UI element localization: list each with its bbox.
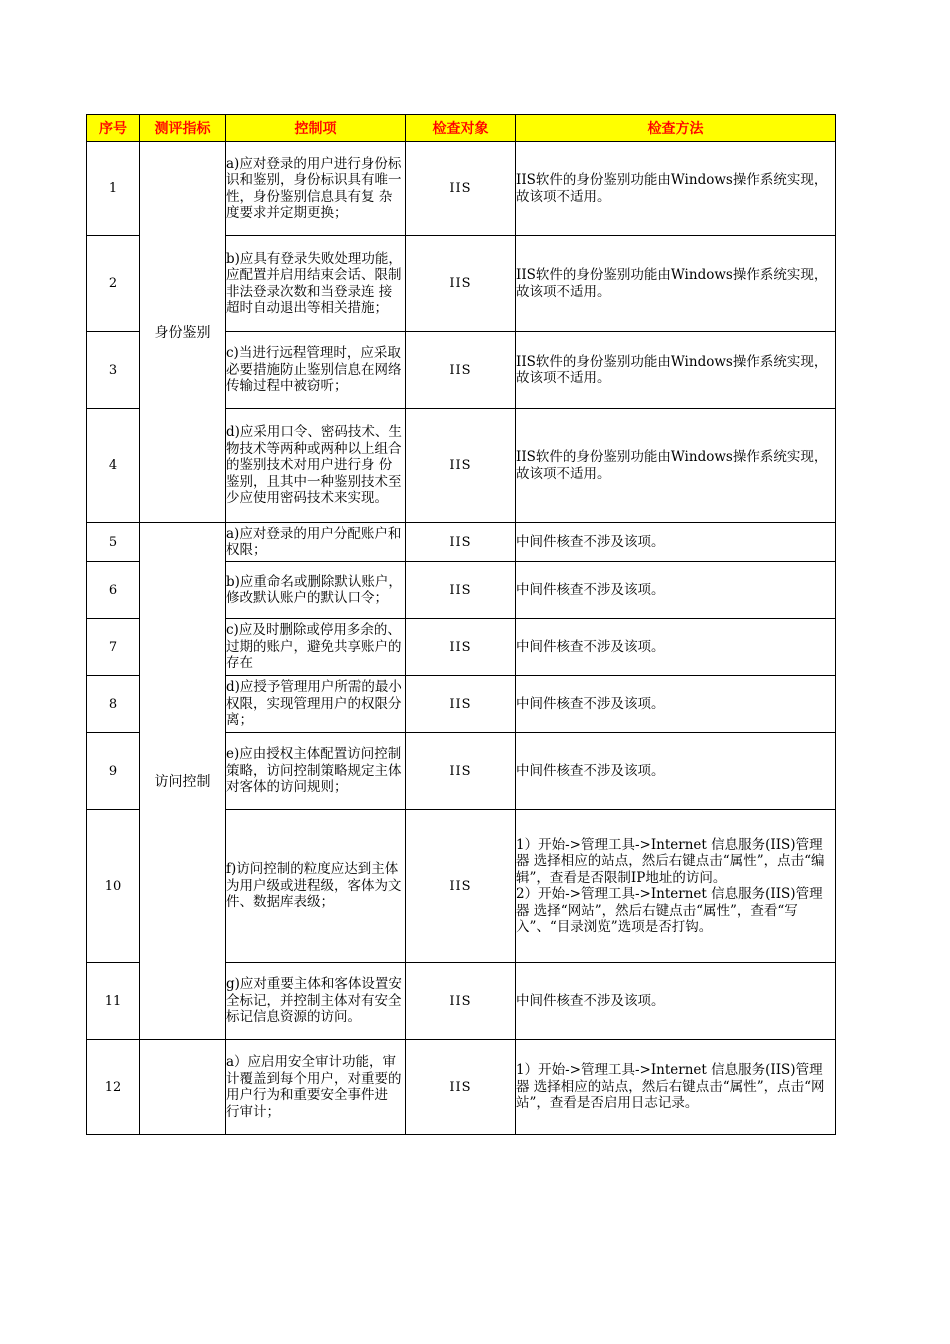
check-object: IIS bbox=[406, 523, 516, 562]
check-method: 中间件核查不涉及该项。 bbox=[516, 523, 836, 562]
category-blank bbox=[140, 1040, 226, 1135]
check-object: IIS bbox=[406, 963, 516, 1040]
header-item: 控制项 bbox=[226, 115, 406, 142]
check-object: IIS bbox=[406, 409, 516, 523]
check-method: 中间件核查不涉及该项。 bbox=[516, 733, 836, 810]
row-number: 4 bbox=[87, 409, 140, 523]
check-object: IIS bbox=[406, 676, 516, 733]
row-number: 8 bbox=[87, 676, 140, 733]
check-object: IIS bbox=[406, 733, 516, 810]
row-number: 11 bbox=[87, 963, 140, 1040]
control-item: a)应对登录的用户进行身份标识和鉴别，身份标识具有唯一性，身份鉴别信息具有复 杂度要求并定期更换； bbox=[226, 142, 406, 236]
row-number: 12 bbox=[87, 1040, 140, 1135]
row-number: 1 bbox=[87, 142, 140, 236]
control-item: d)应授予管理用户所需的最小权限，实现管理用户的权限分离； bbox=[226, 676, 406, 733]
control-item: b)应重命名或删除默认账户，修改默认账户的默认口令； bbox=[226, 562, 406, 619]
control-item: b)应具有登录失败处理功能，应配置并启用结束会话、限制非法登录次数和当登录连 接超时自动退出等相关措施； bbox=[226, 236, 406, 332]
check-method: 中间件核查不涉及该项。 bbox=[516, 619, 836, 676]
header-row bbox=[87, 115, 836, 142]
method-step: 1）开始->管理工具->Internet 信息服务(IIS)管理器 选择相应的站点，然后右键点击“属性”，点击“编辑”，查看是否限制IP地址的访问。 bbox=[516, 836, 825, 886]
header-category: 测评指标 bbox=[140, 115, 226, 142]
row-number: 3 bbox=[87, 332, 140, 409]
check-method: IIS软件的身份鉴别功能由Windows操作系统实现，故该项不适用。 bbox=[516, 236, 836, 332]
row-number: 2 bbox=[87, 236, 140, 332]
table-row bbox=[87, 523, 836, 562]
header-no: 序号 bbox=[87, 115, 140, 142]
row-number: 5 bbox=[87, 523, 140, 562]
check-object: IIS bbox=[406, 332, 516, 409]
check-object: IIS bbox=[406, 142, 516, 236]
check-method: 1）开始->管理工具->Internet 信息服务(IIS)管理器 选择相应的站点，然后右键点击“属性”，点击“网站”，查看是否启用日志记录。 bbox=[516, 1040, 836, 1135]
control-item: c)当进行远程管理时，应采取必要措施防止鉴别信息在网络传输过程中被窃听； bbox=[226, 332, 406, 409]
row-number: 10 bbox=[87, 810, 140, 963]
category-identity: 身份鉴别 bbox=[140, 142, 226, 523]
check-method: 中间件核查不涉及该项。 bbox=[516, 963, 836, 1040]
control-item: a）应启用安全审计功能，审计覆盖到每个用户，对重要的用户行为和重要安全事件进 行审计； bbox=[226, 1040, 406, 1135]
table-row bbox=[87, 142, 836, 236]
check-method bbox=[516, 810, 836, 963]
control-item: c)应及时删除或停用多余的、过期的账户，避免共享账户的存在 bbox=[226, 619, 406, 676]
check-object: IIS bbox=[406, 810, 516, 963]
check-method: IIS软件的身份鉴别功能由Windows操作系统实现，故该项不适用。 bbox=[516, 409, 836, 523]
category-access: 访问控制 bbox=[140, 523, 226, 1040]
check-method: IIS软件的身份鉴别功能由Windows操作系统实现，故该项不适用。 bbox=[516, 142, 836, 236]
check-object: IIS bbox=[406, 562, 516, 619]
check-method: 中间件核查不涉及该项。 bbox=[516, 676, 836, 733]
header-object: 检查对象 bbox=[406, 115, 516, 142]
method-step: 2）开始->管理工具->Internet 信息服务(IIS)管理器 选择“网站”，然后右键点击“属性”，查看“写入”、“目录浏览”选项是否打钩。 bbox=[516, 886, 823, 935]
row-number: 7 bbox=[87, 619, 140, 676]
check-object: IIS bbox=[406, 1040, 516, 1135]
check-method: 中间件核查不涉及该项。 bbox=[516, 562, 836, 619]
evaluation-table bbox=[86, 114, 836, 1135]
control-item: f)访问控制的粒度应达到主体为用户级或进程级，客体为文件、数据库表级； bbox=[226, 810, 406, 963]
row-number: 9 bbox=[87, 733, 140, 810]
row-number: 6 bbox=[87, 562, 140, 619]
header-method: 检查方法 bbox=[516, 115, 836, 142]
check-object: IIS bbox=[406, 619, 516, 676]
control-item: d)应采用口令、密码技术、生物技术等两种或两种以上组合的鉴别技术对用户进行身 份鉴别，且其中一种鉴别技术至少应使用密码技术来实现。 bbox=[226, 409, 406, 523]
check-object: IIS bbox=[406, 236, 516, 332]
control-item: g)应对重要主体和客体设置安全标记，并控制主体对有安全标记信息资源的访问。 bbox=[226, 963, 406, 1040]
check-method: IIS软件的身份鉴别功能由Windows操作系统实现，故该项不适用。 bbox=[516, 332, 836, 409]
control-item: e)应由授权主体配置访问控制策略，访问控制策略规定主体对客体的访问规则； bbox=[226, 733, 406, 810]
table-row bbox=[87, 1040, 836, 1135]
control-item: a)应对登录的用户分配账户和权限； bbox=[226, 523, 406, 562]
